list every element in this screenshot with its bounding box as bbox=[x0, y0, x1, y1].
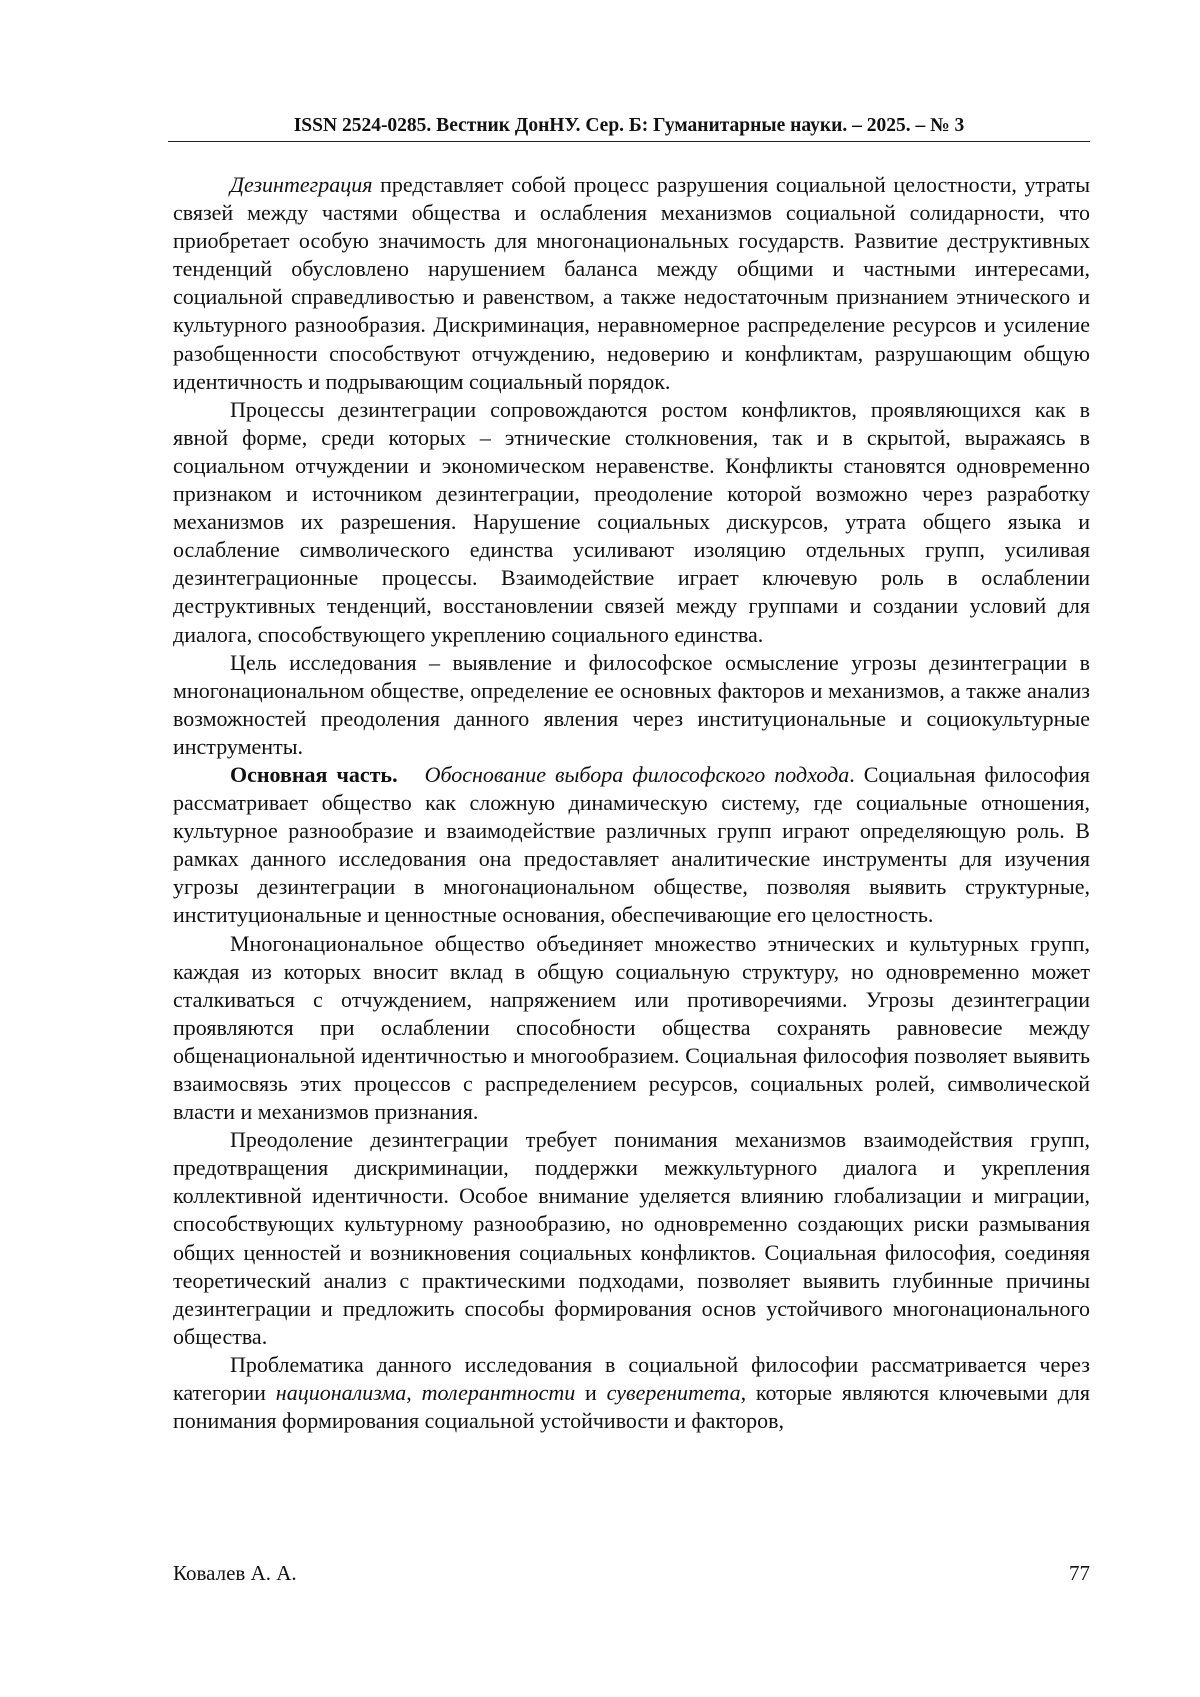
separator: , bbox=[406, 1380, 422, 1406]
article-body bbox=[173, 171, 1090, 1435]
paragraph-main-part bbox=[173, 761, 1090, 930]
separator: и bbox=[575, 1380, 607, 1406]
paragraph-research-goal: Цель исследования – выявление и философское осмысление угрозы дезинтеграции в многонациональном обществе, определение ее основных факторов и механизмов, а также анализ возможностей преодоления данного явления через институциональные и социокультурные инструменты. bbox=[173, 649, 1090, 759]
paragraph-overcoming-disintegration: Преодоление дезинтеграции требует понимания механизмов взаимодействия групп, предотвращения дискриминации, поддержки межкультурного диалога и укрепления коллективной идентичности. Особое внимание уделяется влиянию глобализации и миграции, способствующих культурному разнообразию, но одновременно создающих риски размывания общих ценностей и возникновения социальных конфликтов. Социальная философия, соединяя теоретический анализ с практическими подходами, позволяет выявить глубинные причины дезинтеграции и предложить способы формирования основ устойчивого многонационального общества. bbox=[173, 1127, 1090, 1349]
paragraph-multinational-society: Многонациональное общество объединяет множество этнических и культурных групп, каждая из которых вносит вклад в общую социальную структуру, но одновременно может сталкиваться с отчуждением, напряжением или противоречиями. Угрозы дезинтеграции проявляются при ослаблении способности общества сохранять равновесие между общенациональной идентичностью и многообразием. Социальная философия позволяет выявить взаимосвязь этих процессов с распределением ресурсов, социальных ролей, символической власти и механизмов признания. bbox=[173, 930, 1090, 1125]
paragraph-text: представляет собой процесс разрушения социальной целостности, утраты связей между частями общества и ослабления механизмов социальной солидарности, что приобретает особую значимость для многонациональных государств. Развитие деструктивных тенденций обусловлено нарушением баланса между общими и частными интересами, социальной справедливостью и равенством, а также недостаточным признанием этнического и культурного разнообразия. Дискриминация, неравномерное распределение ресурсов и усиление разобщенности способствуют отчуждению, недоверию и конфликтам, разрушающим общую идентичность и подрывающим социальный порядок. bbox=[173, 172, 1090, 394]
footer-author: Ковалев А. А. bbox=[173, 1561, 297, 1585]
paragraph-text: , которые являются ключевыми для понимания формирования социальной устойчивости и факторов, bbox=[173, 1380, 1090, 1434]
term-sovereignty: суверенитета bbox=[606, 1380, 741, 1406]
term-nationalism: национализма bbox=[275, 1380, 407, 1406]
paragraph-problematics bbox=[173, 1351, 1090, 1435]
paragraph-disintegration-definition bbox=[173, 171, 1090, 396]
page-number: 77 bbox=[1069, 1561, 1090, 1585]
subsection-title: Обоснование выбора философского подхода bbox=[424, 761, 850, 787]
header-rule bbox=[168, 141, 1090, 142]
term-disintegration: Дезинтеграция bbox=[230, 172, 373, 197]
term-tolerance: толерантности bbox=[421, 1380, 576, 1406]
running-header: ISSN 2524-0285. Вестник ДонНУ. Сер. Б: Гуманитарные науки. – 2025. – № 3 bbox=[293, 115, 965, 136]
paragraph-text: Проблематика данного исследования в социальной философии рассматривается через категории bbox=[173, 1351, 1090, 1406]
section-label: Основная часть. bbox=[230, 761, 398, 787]
paragraph-conflicts: Процессы дезинтеграции сопровождаются ростом конфликтов, проявляющихся как в явной форме, среди которых – этнические столкновения, так и в скрытой, выражаясь в социальном отчуждении и экономическом неравенстве. Конфликты становятся одновременно признаком и источником дезинтеграции, преодоление которой возможно через разработку механизмов их разрешения. Нарушение социальных дискурсов, утрата общего языка и ослабление символического единства усиливают изоляцию отдельных групп, усиливая дезинтеграционные процессы. Взаимодействие играет ключевую роль в ослаблении деструктивных тенденций, восстановлении связей между группами и создании условий для диалога, способствующего укреплению социального единства. bbox=[173, 396, 1090, 647]
paragraph-text: . Социальная философия рассматривает общество как сложную динамическую систему, где социальные отношения, культурное разнообразие и взаимодействие различных групп играют определяющую роль. В рамках данного исследования она предоставляет аналитические инструменты для изучения угрозы дезинтеграции в многонациональном обществе, позволяя выявить структурные, институциональные и ценностные основания, обеспечивающие его целостность. bbox=[173, 761, 1091, 928]
